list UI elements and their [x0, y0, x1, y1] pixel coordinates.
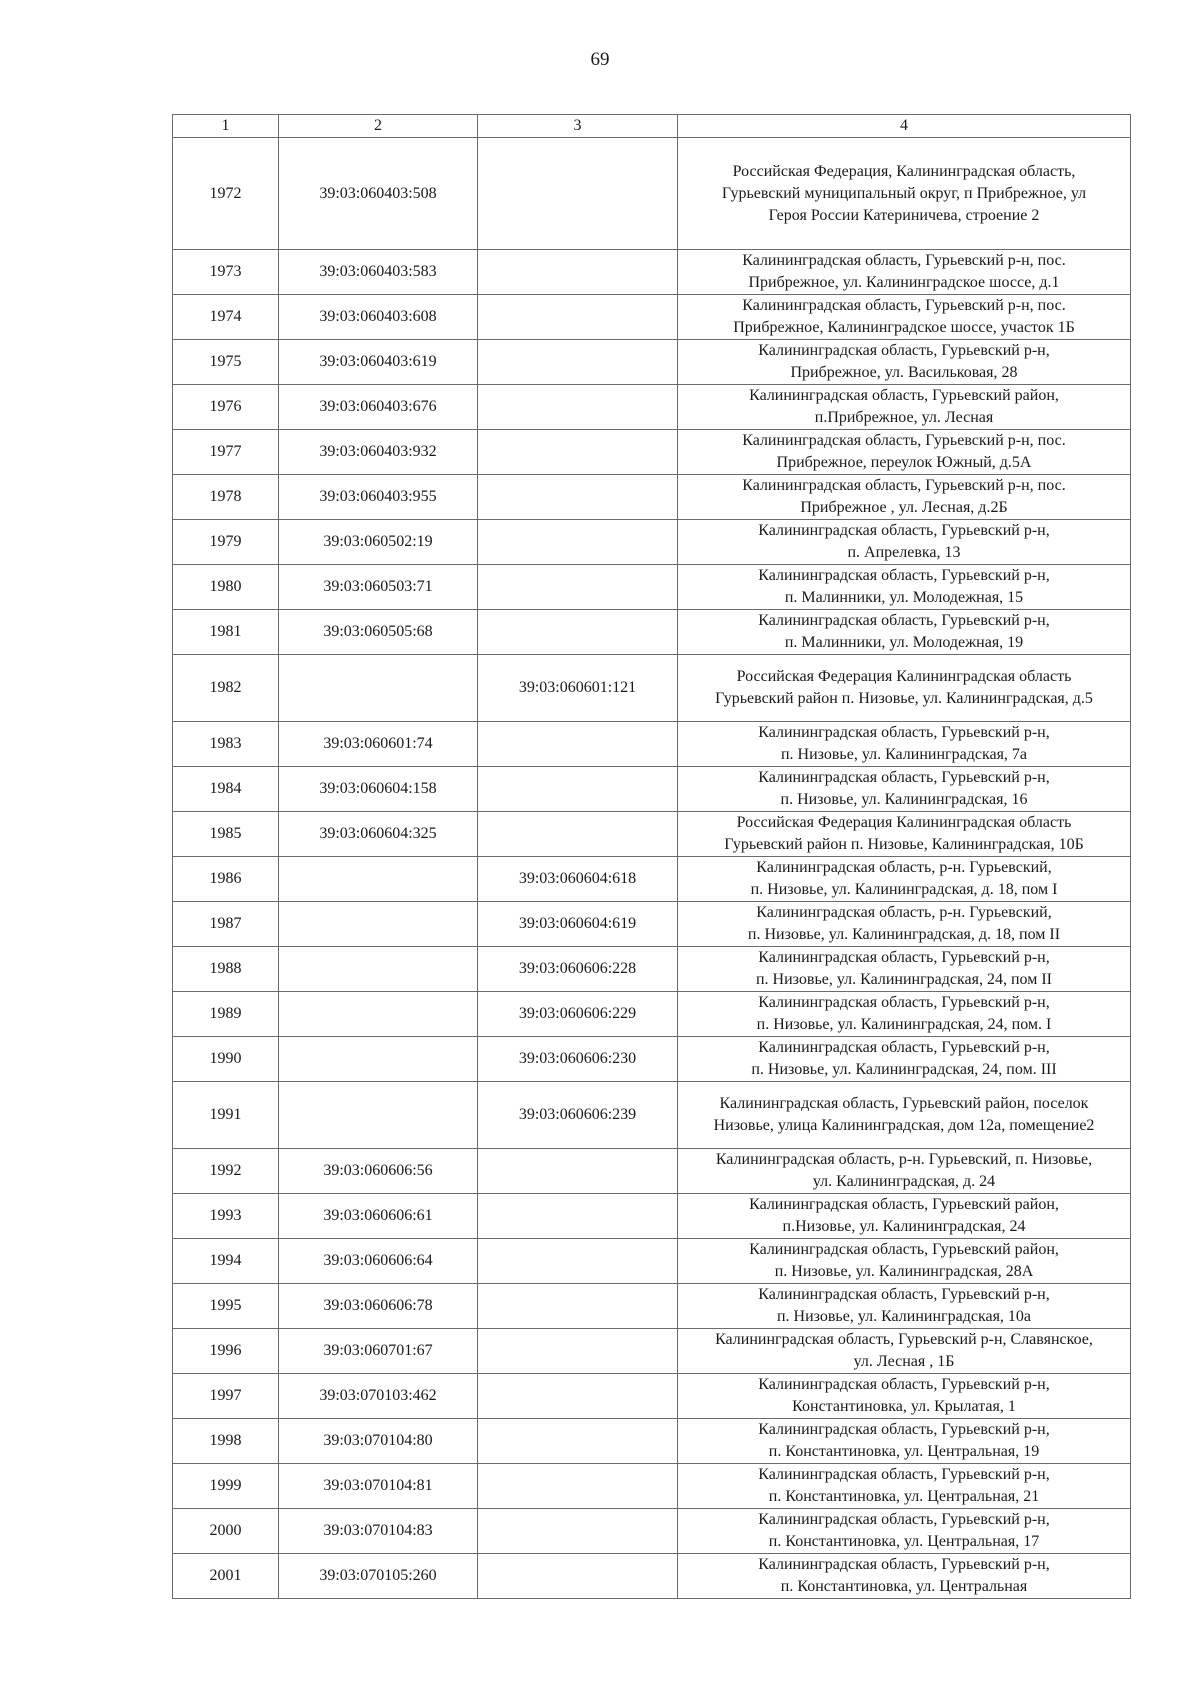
- address-cell: Калининградская область, Гурьевский р-н, пос. Прибрежное, Калининградское шоссе, участок 1Б: [678, 295, 1131, 340]
- land-cadastral-number-cell: 39:03:060403:508: [279, 138, 478, 250]
- row-number-cell: 1985: [173, 812, 279, 857]
- table-row: [173, 902, 1131, 947]
- address-cell: Калининградская область, Гурьевский р-н, п. Константиновка, ул. Центральная, 21: [678, 1464, 1131, 1509]
- object-cadastral-number-cell: 39:03:060601:121: [478, 655, 678, 722]
- address-cell: Калининградская область, р-н. Гурьевский, п. Низовье, ул. Калининградская, д. 18, пом I: [678, 857, 1131, 902]
- land-cadastral-number-cell: [279, 655, 478, 722]
- object-cadastral-number-cell: [478, 385, 678, 430]
- table-row: [173, 1509, 1131, 1554]
- table-row: [173, 430, 1131, 475]
- table-row: [173, 565, 1131, 610]
- address-cell: Калининградская область, Гурьевский р-н, п. Низовье, ул. Калининградская, 16: [678, 767, 1131, 812]
- column-header-3: 3: [478, 115, 678, 138]
- row-number-cell: 2001: [173, 1554, 279, 1599]
- table-row: [173, 857, 1131, 902]
- object-cadastral-number-cell: [478, 520, 678, 565]
- object-cadastral-number-cell: [478, 340, 678, 385]
- table-row: [173, 1194, 1131, 1239]
- row-number-cell: 1976: [173, 385, 279, 430]
- row-number-cell: 1974: [173, 295, 279, 340]
- object-cadastral-number-cell: 39:03:060604:618: [478, 857, 678, 902]
- address-cell: Калининградская область, Гурьевский р-н, п. Низовье, ул. Калининградская, 24, пом. III: [678, 1037, 1131, 1082]
- row-number-cell: 1983: [173, 722, 279, 767]
- row-number-cell: 1989: [173, 992, 279, 1037]
- land-cadastral-number-cell: 39:03:060606:64: [279, 1239, 478, 1284]
- address-cell: Российская Федерация, Калининградская область, Гурьевский муниципальный округ, п Прибрежное, ул Героя России Катериничева, строение 2: [678, 138, 1131, 250]
- object-cadastral-number-cell: 39:03:060606:239: [478, 1082, 678, 1149]
- table-row: [173, 1149, 1131, 1194]
- address-cell: Калининградская область, р-н. Гурьевский, п. Низовье, ул. Калининградская, д. 24: [678, 1149, 1131, 1194]
- object-cadastral-number-cell: [478, 430, 678, 475]
- land-cadastral-number-cell: 39:03:070104:80: [279, 1419, 478, 1464]
- object-cadastral-number-cell: [478, 1509, 678, 1554]
- row-number-cell: 2000: [173, 1509, 279, 1554]
- object-cadastral-number-cell: [478, 475, 678, 520]
- page-number: 69: [590, 49, 610, 70]
- table-row: [173, 722, 1131, 767]
- table-row: [173, 610, 1131, 655]
- address-cell: Калининградская область, Гурьевский район, п. Низовье, ул. Калининградская, 28А: [678, 1239, 1131, 1284]
- land-cadastral-number-cell: 39:03:060403:583: [279, 250, 478, 295]
- land-cadastral-number-cell: 39:03:060502:19: [279, 520, 478, 565]
- object-cadastral-number-cell: [478, 1239, 678, 1284]
- row-number-cell: 1991: [173, 1082, 279, 1149]
- address-cell: Калининградская область, Гурьевский р-н, п. Константиновка, ул. Центральная: [678, 1554, 1131, 1599]
- address-cell: Российская Федерация Калининградская область Гурьевский район п. Низовье, Калининградская, 10Б: [678, 812, 1131, 857]
- property-registry-table: [172, 114, 1131, 1599]
- table-row: [173, 1082, 1131, 1149]
- address-cell: Калининградская область, Гурьевский р-н, пос. Прибрежное, ул. Калининградское шоссе, д.1: [678, 250, 1131, 295]
- table-row: [173, 1329, 1131, 1374]
- land-cadastral-number-cell: [279, 992, 478, 1037]
- land-cadastral-number-cell: [279, 857, 478, 902]
- table-row: [173, 1284, 1131, 1329]
- row-number-cell: 1979: [173, 520, 279, 565]
- object-cadastral-number-cell: [478, 1194, 678, 1239]
- land-cadastral-number-cell: 39:03:060701:67: [279, 1329, 478, 1374]
- row-number-cell: 1994: [173, 1239, 279, 1284]
- table-row: [173, 520, 1131, 565]
- row-number-cell: 1981: [173, 610, 279, 655]
- table-row: [173, 1464, 1131, 1509]
- land-cadastral-number-cell: 39:03:070105:260: [279, 1554, 478, 1599]
- table-row: [173, 1554, 1131, 1599]
- table-row: [173, 1239, 1131, 1284]
- table-row: [173, 655, 1131, 722]
- land-cadastral-number-cell: 39:03:070103:462: [279, 1374, 478, 1419]
- object-cadastral-number-cell: [478, 722, 678, 767]
- object-cadastral-number-cell: [478, 1554, 678, 1599]
- land-cadastral-number-cell: 39:03:060604:158: [279, 767, 478, 812]
- object-cadastral-number-cell: 39:03:060604:619: [478, 902, 678, 947]
- row-number-cell: 1995: [173, 1284, 279, 1329]
- address-cell: Калининградская область, Гурьевский р-н, п. Константиновка, ул. Центральная, 19: [678, 1419, 1131, 1464]
- object-cadastral-number-cell: [478, 610, 678, 655]
- object-cadastral-number-cell: [478, 250, 678, 295]
- object-cadastral-number-cell: [478, 767, 678, 812]
- column-header-1: 1: [173, 115, 279, 138]
- row-number-cell: 1999: [173, 1464, 279, 1509]
- object-cadastral-number-cell: [478, 1149, 678, 1194]
- row-number-cell: 1972: [173, 138, 279, 250]
- column-header-2: 2: [279, 115, 478, 138]
- land-cadastral-number-cell: [279, 947, 478, 992]
- table-row: [173, 1037, 1131, 1082]
- address-cell: Калининградская область, Гурьевский район, п.Низовье, ул. Калининградская, 24: [678, 1194, 1131, 1239]
- table-row: [173, 340, 1131, 385]
- object-cadastral-number-cell: [478, 1374, 678, 1419]
- address-cell: Калининградская область, Гурьевский район, поселок Низовье, улица Калининградская, дом 12а, помещение2: [678, 1082, 1131, 1149]
- address-cell: Калининградская область, Гурьевский район, п.Прибрежное, ул. Лесная: [678, 385, 1131, 430]
- row-number-cell: 1987: [173, 902, 279, 947]
- object-cadastral-number-cell: [478, 1329, 678, 1374]
- land-cadastral-number-cell: 39:03:060403:619: [279, 340, 478, 385]
- table-row: [173, 767, 1131, 812]
- object-cadastral-number-cell: [478, 138, 678, 250]
- object-cadastral-number-cell: 39:03:060606:228: [478, 947, 678, 992]
- address-cell: Калининградская область, Гурьевский р-н, п. Низовье, ул. Калининградская, 24, пом. I: [678, 992, 1131, 1037]
- object-cadastral-number-cell: [478, 812, 678, 857]
- object-cadastral-number-cell: [478, 1419, 678, 1464]
- address-cell: Калининградская область, Гурьевский р-н, пос. Прибрежное, переулок Южный, д.5А: [678, 430, 1131, 475]
- table-row: [173, 385, 1131, 430]
- row-number-cell: 1977: [173, 430, 279, 475]
- row-number-cell: 1980: [173, 565, 279, 610]
- land-cadastral-number-cell: 39:03:060606:56: [279, 1149, 478, 1194]
- land-cadastral-number-cell: 39:03:060601:74: [279, 722, 478, 767]
- land-cadastral-number-cell: 39:03:060403:676: [279, 385, 478, 430]
- table-row: [173, 295, 1131, 340]
- land-cadastral-number-cell: [279, 1037, 478, 1082]
- row-number-cell: 1984: [173, 767, 279, 812]
- address-cell: Калининградская область, Гурьевский р-н, пос. Прибрежное , ул. Лесная, д.2Б: [678, 475, 1131, 520]
- row-number-cell: 1996: [173, 1329, 279, 1374]
- object-cadastral-number-cell: [478, 295, 678, 340]
- row-number-cell: 1997: [173, 1374, 279, 1419]
- land-cadastral-number-cell: 39:03:060403:608: [279, 295, 478, 340]
- address-cell: Калининградская область, Гурьевский р-н, Славянское, ул. Лесная , 1Б: [678, 1329, 1131, 1374]
- table-body: [173, 138, 1131, 1599]
- table-row: [173, 812, 1131, 857]
- row-number-cell: 1973: [173, 250, 279, 295]
- row-number-cell: 1992: [173, 1149, 279, 1194]
- land-cadastral-number-cell: 39:03:060505:68: [279, 610, 478, 655]
- object-cadastral-number-cell: 39:03:060606:229: [478, 992, 678, 1037]
- table-row: [173, 1419, 1131, 1464]
- address-cell: Калининградская область, Гурьевский р-н, Константиновка, ул. Крылатая, 1: [678, 1374, 1131, 1419]
- land-cadastral-number-cell: 39:03:060606:78: [279, 1284, 478, 1329]
- row-number-cell: 1998: [173, 1419, 279, 1464]
- object-cadastral-number-cell: [478, 1464, 678, 1509]
- object-cadastral-number-cell: [478, 565, 678, 610]
- row-number-cell: 1986: [173, 857, 279, 902]
- table-row: [173, 138, 1131, 250]
- address-cell: Калининградская область, Гурьевский р-н, п. Низовье, ул. Калининградская, 10а: [678, 1284, 1131, 1329]
- table-row: [173, 992, 1131, 1037]
- land-cadastral-number-cell: [279, 1082, 478, 1149]
- object-cadastral-number-cell: 39:03:060606:230: [478, 1037, 678, 1082]
- row-number-cell: 1990: [173, 1037, 279, 1082]
- object-cadastral-number-cell: [478, 1284, 678, 1329]
- address-cell: Калининградская область, Гурьевский р-н, п. Низовье, ул. Калининградская, 7а: [678, 722, 1131, 767]
- table-row: [173, 1374, 1131, 1419]
- table-row: [173, 947, 1131, 992]
- land-cadastral-number-cell: 39:03:060403:955: [279, 475, 478, 520]
- address-cell: Калининградская область, р-н. Гурьевский, п. Низовье, ул. Калининградская, д. 18, пом II: [678, 902, 1131, 947]
- address-cell: Калининградская область, Гурьевский р-н, п. Малинники, ул. Молодежная, 15: [678, 565, 1131, 610]
- address-cell: Калининградская область, Гурьевский р-н, Прибрежное, ул. Васильковая, 28: [678, 340, 1131, 385]
- land-cadastral-number-cell: 39:03:070104:81: [279, 1464, 478, 1509]
- land-cadastral-number-cell: [279, 902, 478, 947]
- address-cell: Российская Федерация Калининградская область Гурьевский район п. Низовье, ул. Калининградская, д.5: [678, 655, 1131, 722]
- address-cell: Калининградская область, Гурьевский р-н, п. Низовье, ул. Калининградская, 24, пом II: [678, 947, 1131, 992]
- row-number-cell: 1988: [173, 947, 279, 992]
- row-number-cell: 1982: [173, 655, 279, 722]
- land-cadastral-number-cell: 39:03:070104:83: [279, 1509, 478, 1554]
- row-number-cell: 1993: [173, 1194, 279, 1239]
- table-row: [173, 250, 1131, 295]
- address-cell: Калининградская область, Гурьевский р-н, п. Малинники, ул. Молодежная, 19: [678, 610, 1131, 655]
- address-cell: Калининградская область, Гурьевский р-н, п. Константиновка, ул. Центральная, 17: [678, 1509, 1131, 1554]
- land-cadastral-number-cell: 39:03:060606:61: [279, 1194, 478, 1239]
- table-row: [173, 475, 1131, 520]
- column-header-4: 4: [678, 115, 1131, 138]
- table-header-row: [173, 115, 1131, 138]
- address-cell: Калининградская область, Гурьевский р-н, п. Апрелевка, 13: [678, 520, 1131, 565]
- row-number-cell: 1978: [173, 475, 279, 520]
- row-number-cell: 1975: [173, 340, 279, 385]
- land-cadastral-number-cell: 39:03:060604:325: [279, 812, 478, 857]
- land-cadastral-number-cell: 39:03:060403:932: [279, 430, 478, 475]
- land-cadastral-number-cell: 39:03:060503:71: [279, 565, 478, 610]
